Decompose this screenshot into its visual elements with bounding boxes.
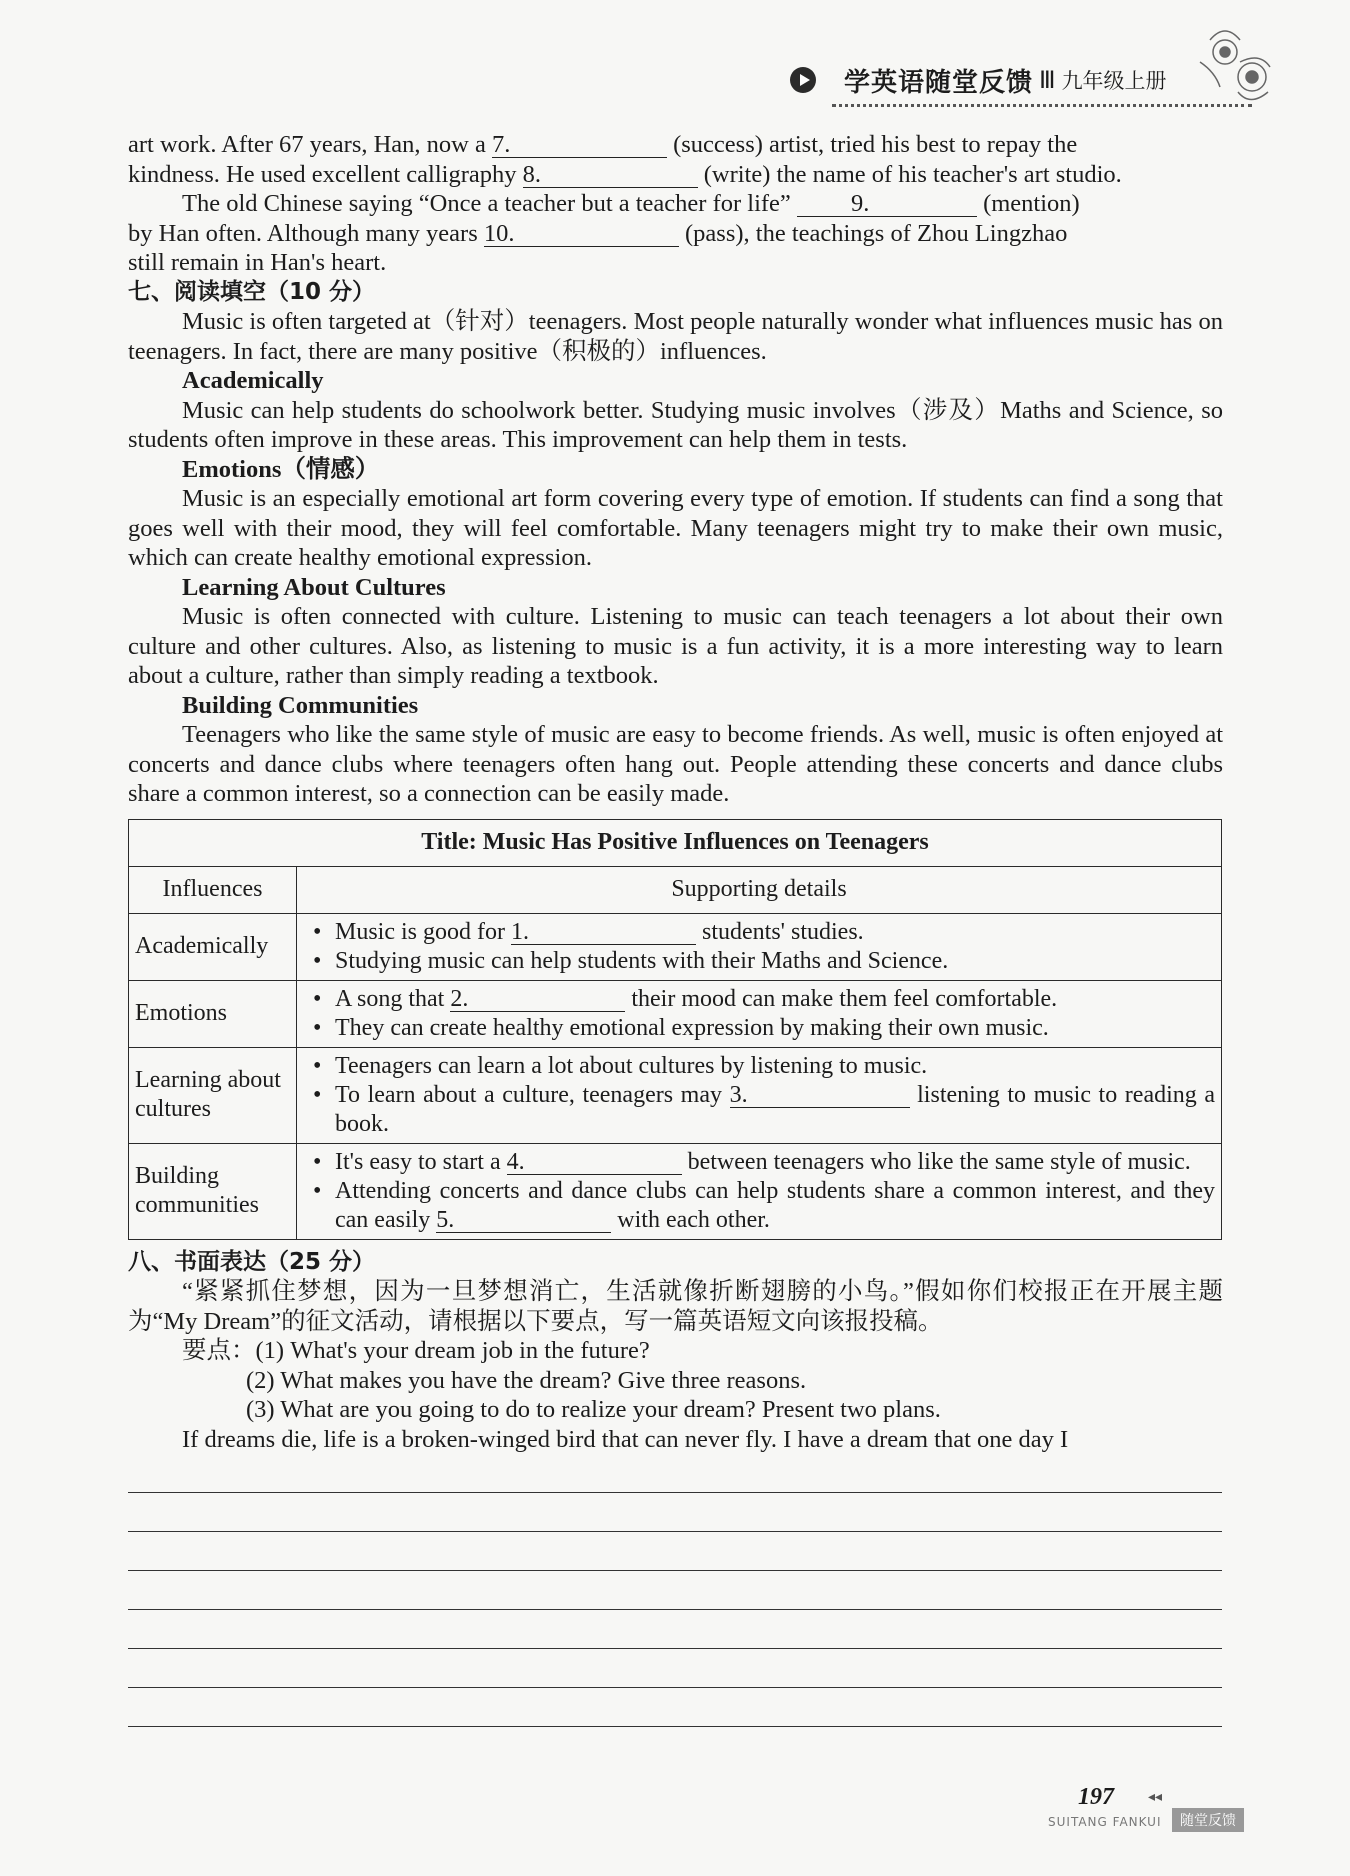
page-number: 197 — [1078, 1784, 1114, 1810]
section-7-intro: Music is often targeted at（针对）teenagers. Most people naturally wonder what influences music has on teenagers. In fact, there are many positive（积极的）influences. — [128, 308, 1223, 365]
writing-point-1: 要点：(1) What's your dream job in the future? — [182, 1337, 650, 1364]
page-header — [790, 62, 1167, 98]
essay-line[interactable] — [128, 1454, 1222, 1493]
detail-item: • To learn about a culture, teenagers may 3. listening to music to reading a book. — [303, 1081, 1215, 1139]
academic-paragraph: Music can help students do schoolwork better. Studying music involves（涉及）Maths and Science, so students often improve in these areas. This improvement can help them in tests. — [128, 396, 1223, 453]
essay-writing-area[interactable] — [128, 1454, 1223, 1727]
table-header-influences: Influences — [129, 866, 297, 913]
writing-point-3: (3) What are you going to do to realize your dream? Present two plans. — [246, 1396, 941, 1423]
passage-line: kindness. He used excellent calligraphy 8. (write) the name of his teacher's art studio. — [128, 160, 1122, 188]
writing-point-2: (2) What makes you have the dream? Give three reasons. — [246, 1366, 807, 1394]
section-8-heading: 八、书面表达（25 分） — [128, 1248, 376, 1275]
double-arrow-left-icon: ◂◂ — [1148, 1790, 1163, 1805]
communities-subheading: Building Communities — [182, 691, 419, 719]
table-row — [129, 913, 1222, 980]
essay-line[interactable] — [128, 1493, 1222, 1532]
emotions-paragraph: Music is an especially emotional art form covering every type of emotion. If students can find a song that goes well with their mood, they will feel comfortable. Many teenagers might try to make their own music, which can create healthy emotional expression. — [128, 485, 1223, 571]
row-label-communities: Building communities — [129, 1143, 297, 1239]
section-7-heading: 七、阅读填空（10 分） — [128, 278, 376, 305]
answer-blank-3[interactable]: 3. — [730, 1083, 910, 1108]
passage-line: art work. After 67 years, Han, now a 7. (success) artist, tried his best to repay the — [128, 131, 1078, 158]
footer-badge: 随堂反馈 — [1172, 1808, 1244, 1832]
header-dotted-rule — [832, 104, 1252, 107]
passage-line: still remain in Han's heart. — [128, 249, 387, 276]
detail-item: • A song that 2. their mood can make them feel comfortable. — [303, 985, 1215, 1014]
answer-blank-8[interactable]: 8. — [523, 163, 698, 188]
essay-starter: If dreams die, life is a broken-winged bird that can never fly. I have a dream that one day I — [182, 1425, 1069, 1453]
flower-decoration-icon — [1190, 22, 1290, 132]
answer-blank-4[interactable]: 4. — [507, 1150, 682, 1175]
page-content — [128, 130, 1223, 1727]
influences-table — [128, 819, 1222, 1240]
detail-item: • Music is good for 1. students' studies. — [303, 918, 1215, 947]
book-title: 学英语随堂反馈 — [844, 67, 1034, 98]
writing-prompt: “紧紧抓住梦想，因为一旦梦想消亡，生活就像折断翅膀的小鸟。”假如你们校报正在开展主题为“My Dream”的征文活动，请根据以下要点，写一篇英语短文向该报投稿。 — [128, 1278, 1223, 1335]
detail-item: • Teenagers can learn a lot about cultures by listening to music. — [303, 1052, 1215, 1081]
answer-blank-5[interactable]: 5. — [436, 1208, 611, 1233]
table-row — [129, 1143, 1222, 1239]
academic-subheading: Academically — [182, 367, 324, 394]
cultures-paragraph: Music is often connected with culture. Listening to music can teach teenagers a lot about their own culture and other cultures. Also, as listening to music is a fun activity, it is a more interesting way to learn about a culture, rather than simply reading a textbook. — [128, 603, 1223, 689]
answer-blank-10[interactable]: 10. — [484, 222, 679, 247]
detail-item: • They can create healthy emotional expression by making their own music. — [303, 1014, 1215, 1043]
cultures-subheading: Learning About Cultures — [182, 573, 446, 601]
answer-blank-9[interactable]: 9. — [797, 192, 977, 217]
communities-paragraph: Teenagers who like the same style of music are easy to become friends. As well, music is often enjoyed at concerts and dance clubs where teenagers often hang out. People attending these concerts and dance clubs share a common interest, so a connection can be easily made. — [128, 721, 1223, 807]
detail-item: • Studying music can help students with their Maths and Science. — [303, 947, 1215, 976]
essay-line[interactable] — [128, 1688, 1222, 1727]
row-label-academically: Academically — [129, 913, 297, 980]
grade-label: 九年级上册 — [1061, 69, 1167, 93]
essay-line[interactable] — [128, 1532, 1222, 1571]
passage-line: The old Chinese saying “Once a teacher but a teacher for life” 9. (mention) — [182, 190, 1080, 217]
table-title: Title: Music Has Positive Influences on Teenagers — [129, 819, 1222, 866]
essay-line[interactable] — [128, 1571, 1222, 1610]
emotions-subheading: Emotions（情感） — [182, 455, 380, 483]
row-label-emotions: Emotions — [129, 980, 297, 1047]
essay-line[interactable] — [128, 1610, 1222, 1649]
passage-line: by Han often. Although many years 10. (pass), the teachings of Zhou Lingzhao — [128, 219, 1068, 247]
table-row — [129, 980, 1222, 1047]
essay-line[interactable] — [128, 1649, 1222, 1688]
play-circle-icon — [790, 67, 816, 93]
table-header-details: Supporting details — [297, 866, 1222, 913]
footer-pinyin: SUITANG FANKUI — [1048, 1815, 1162, 1829]
detail-item: • It's easy to start a 4. between teenagers who like the same style of music. — [303, 1148, 1215, 1177]
table-row — [129, 1047, 1222, 1143]
answer-blank-2[interactable]: 2. — [450, 987, 625, 1012]
row-label-cultures: Learning about cultures — [129, 1047, 297, 1143]
answer-blank-7[interactable]: 7. — [492, 133, 667, 158]
volume-mark: Ⅲ — [1039, 66, 1056, 94]
answer-blank-1[interactable]: 1. — [511, 920, 696, 945]
detail-item: • Attending concerts and dance clubs can help students share a common interest, and they can easily 5. with each other. — [303, 1177, 1215, 1235]
